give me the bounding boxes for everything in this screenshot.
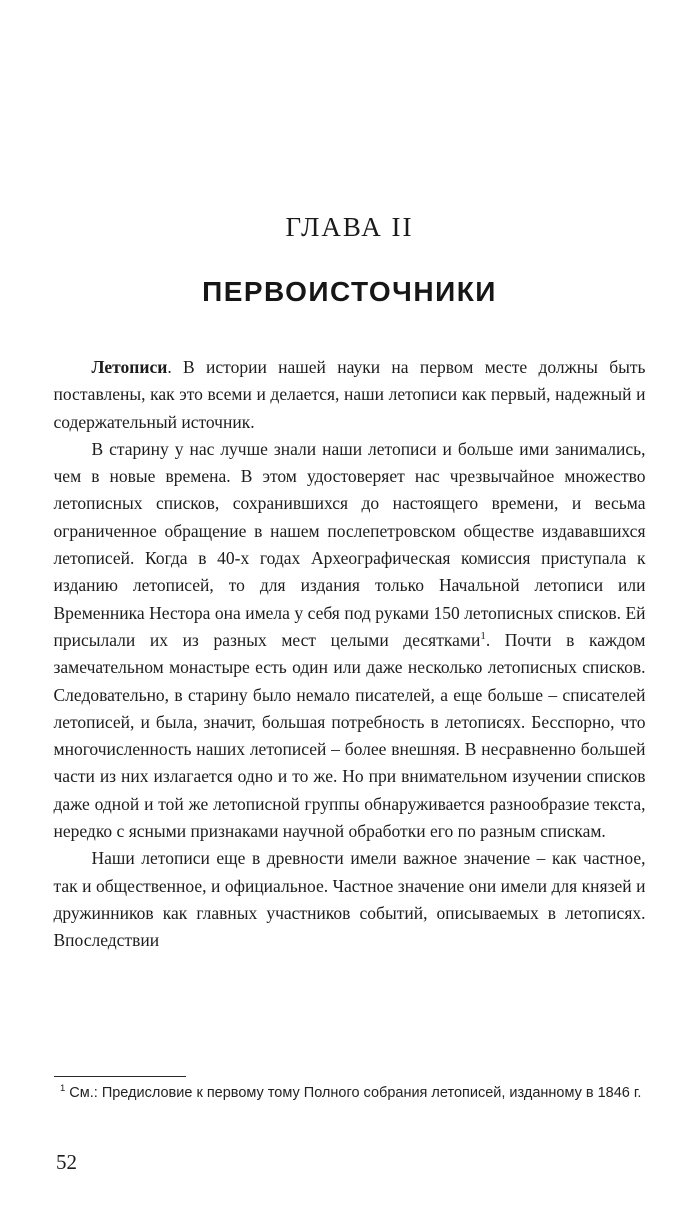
- footnote-divider: [54, 1076, 186, 1077]
- paragraph-1: [54, 354, 646, 436]
- paragraph-2-text-after-ref: . Почти в каждом замечательном монастыре есть один или даже несколько летописных списков. Следовательно, в старину было немало писателей, а еще больше – списателей летописей, и была, значит, большая потребность в летописях. Бесспорно, что многочисленность наших летописей – более внешняя. В несравненно большей части из них излагается одно и то же. Но при внимательном изучении списков даже одной и той же летописной группы обнаруживается разнообразие текста, нередко с ясными признаками научной обработки его по разным спискам.: [53, 629, 646, 842]
- footnote-text: См.: Предисловие к первому тому Полного собрания летописей, изданному в 1846 г.: [69, 1085, 642, 1101]
- footnote: [54, 1083, 646, 1104]
- body-text: [54, 354, 646, 955]
- footnote-area: [54, 1076, 646, 1104]
- paragraph-1-bold-lead: Летописи: [91, 357, 168, 377]
- chapter-title: ГЛАВА II: [285, 212, 414, 242]
- section-title: ПЕРВОИСТОЧНИКИ: [202, 276, 497, 307]
- paragraph-2-text-before-ref: В старину у нас лучше знали наши летописи и больше ими занимались, чем в новые времена. В этом удостоверяет нас чрезвычайное множество летописных списков, сохранившихся до настоящего времени, и весьма ограниченное обращение в нашем послепетровском обществе издававшихся летописей. Когда в 40-х годах Археографическая комиссия приступала к изданию летописей, то для издания только Начальной летописи или Временника Нестора она имела у себя под руками 150 летописных списков. Ей присылали их из разных мест целыми десятками: [53, 438, 646, 650]
- footnote-reference: 1: [480, 630, 486, 643]
- paragraph-1-text: . В истории нашей науки на первом месте должны быть поставлены, как это всеми и делается, наши летописи как первый, надежный и содержательный источник.: [53, 357, 646, 432]
- page-number: 52: [56, 1150, 77, 1174]
- paragraph-2: [54, 436, 646, 845]
- paragraph-3: Наши летописи еще в древности имели важное значение – как частное, так и общественное, и официальное. Частное значение они имели для князей и дружинников как главных участников событий, описываемых в летописях. Впоследствии: [53, 848, 646, 951]
- footnote-marker: 1: [60, 1083, 66, 1095]
